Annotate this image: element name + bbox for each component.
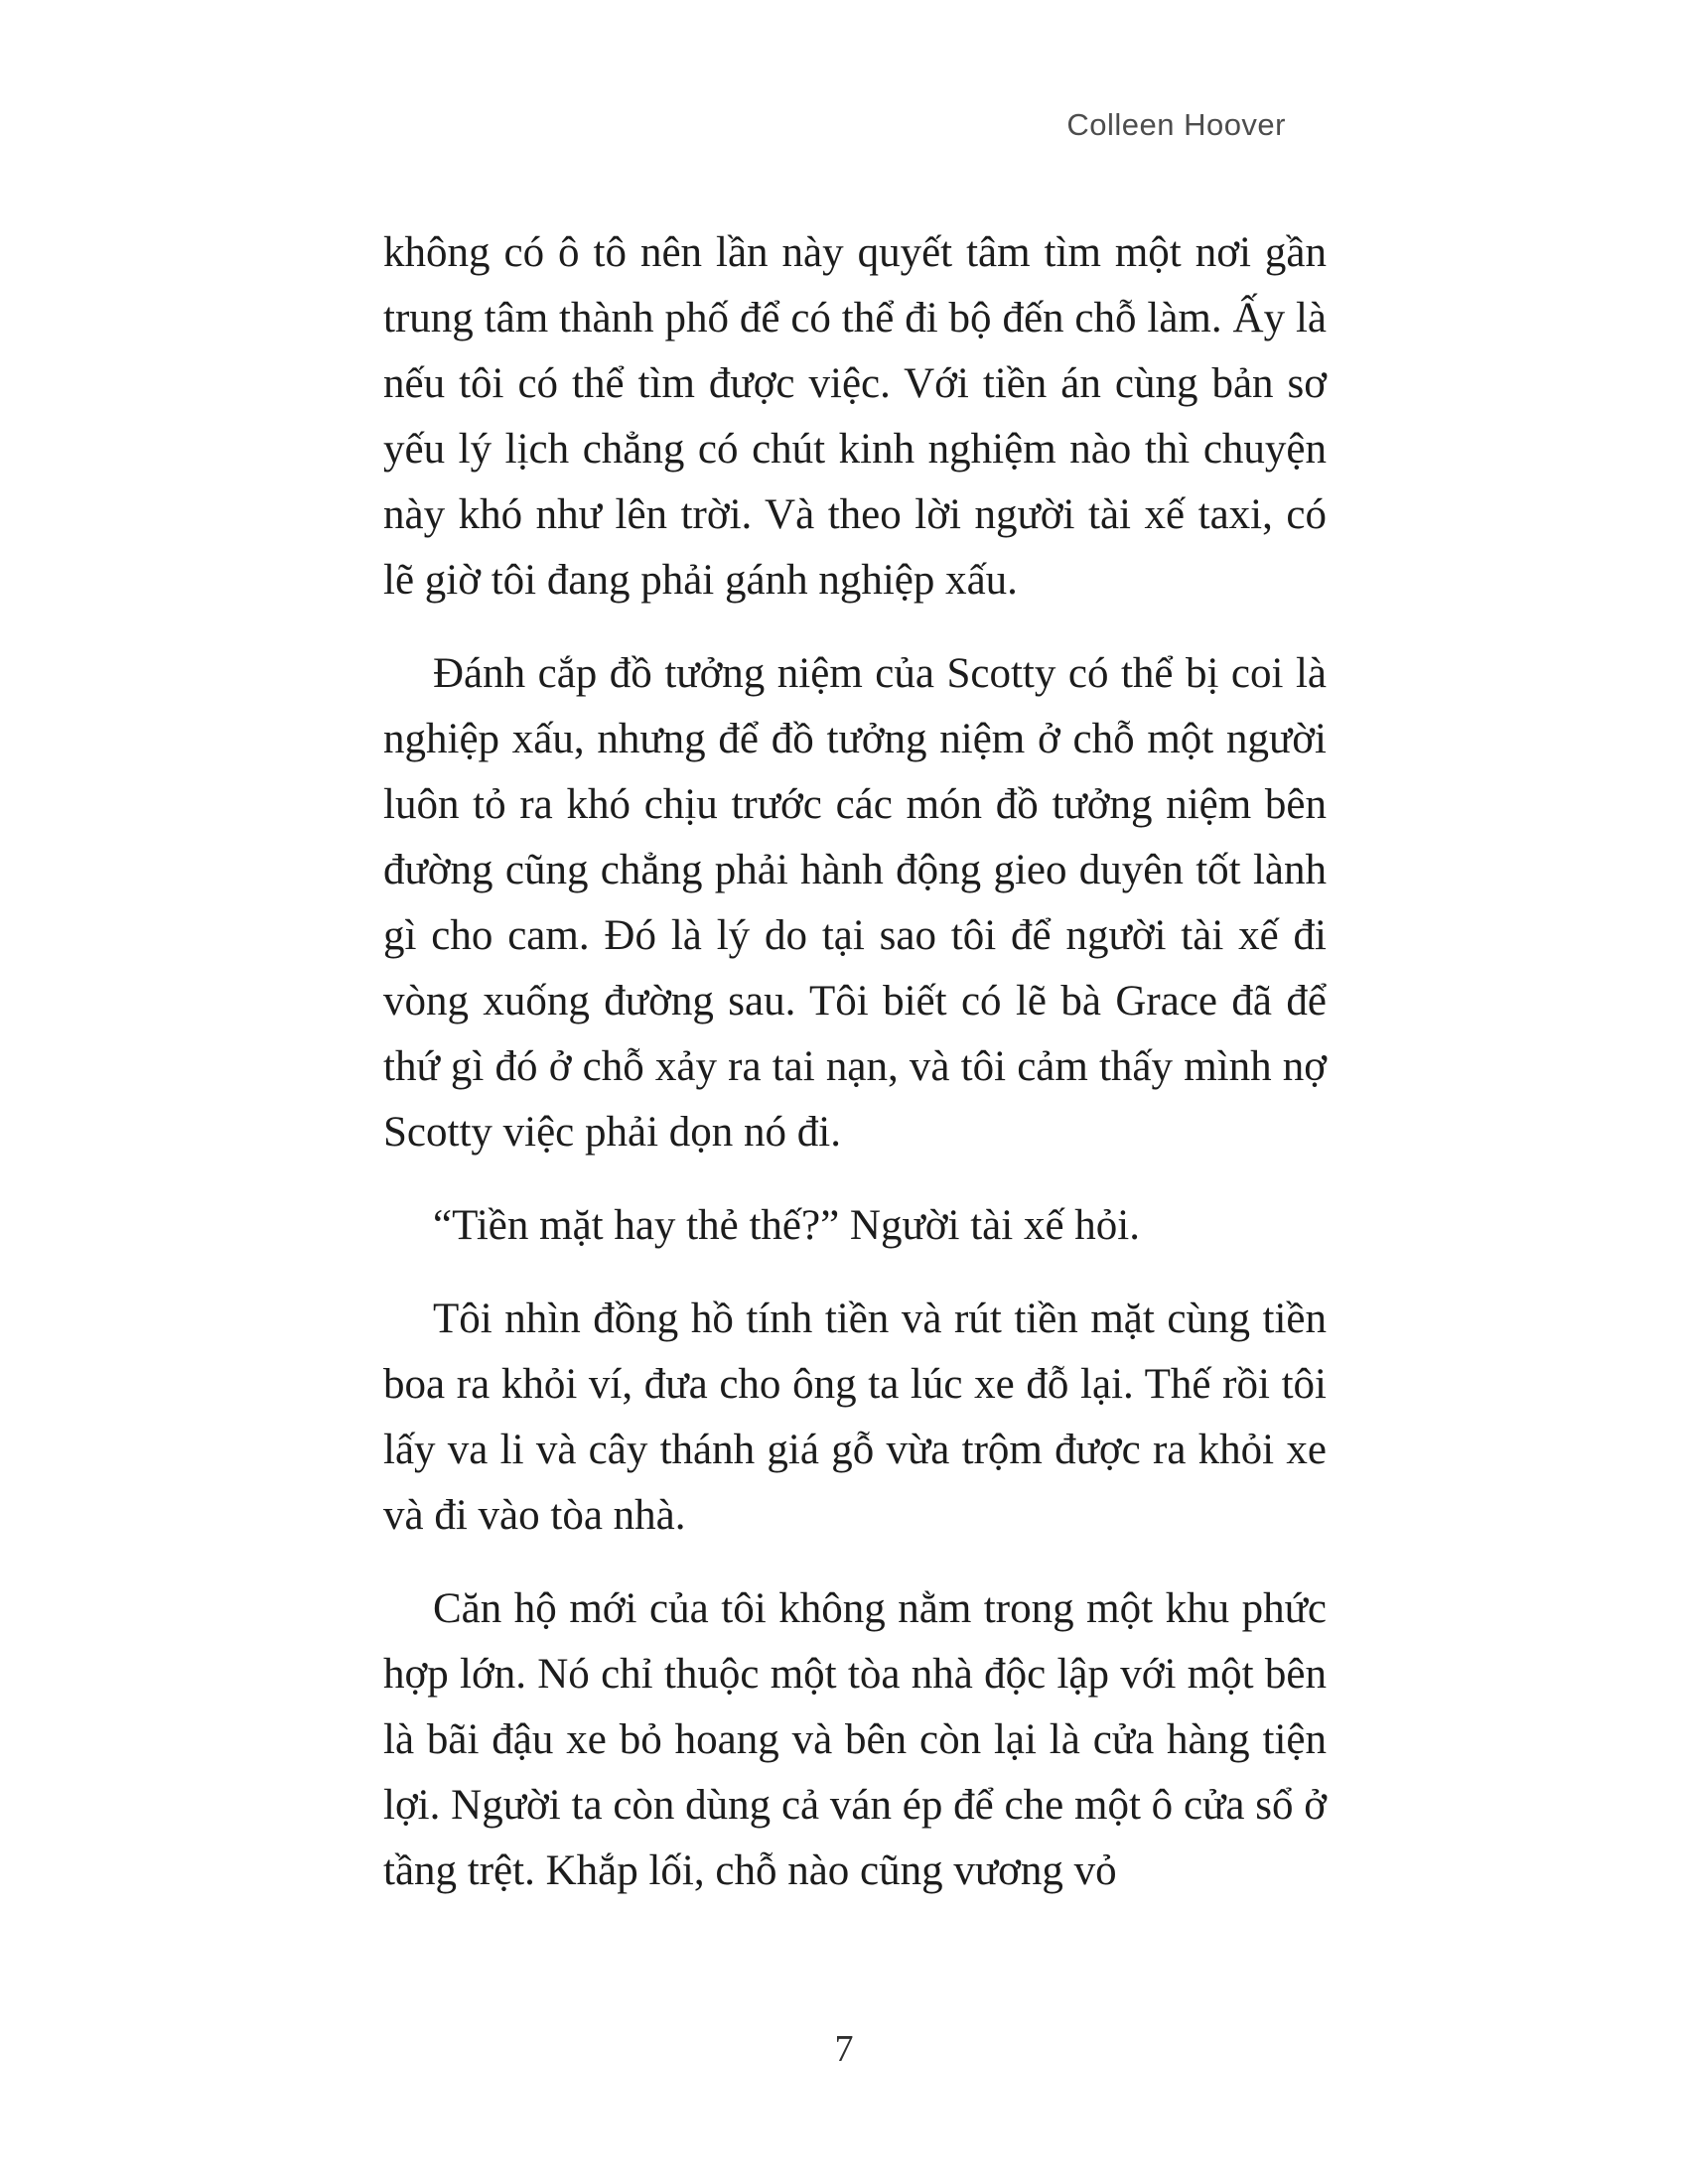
running-header-author: Colleen Hoover [1066,107,1286,142]
body-paragraph: Căn hộ mới của tôi không nằm trong một khu phức hợp lớn. Nó chỉ thuộc một tòa nhà độc lập với một bên là bãi đậu xe bỏ hoang và bên còn lại là cửa hàng tiện lợi. Người ta còn dùng cả ván ép để che một ô cửa sổ ở tầng trệt. Khắp lối, chỗ nào cũng vương vỏ [383,1585,1327,1894]
body-paragraph: không có ô tô nên lần này quyết tâm tìm một nơi gần trung tâm thành phố để có thể đi bộ đến chỗ làm. Ấy là nếu tôi có thể tìm được việc. Với tiền án cùng bản sơ yếu lý lịch chẳng có chút kinh nghiệm nào thì chuyện này khó như lên trời. Và theo lời người tài xế taxi, có lẽ giờ tôi đang phải gánh nghiệp xấu. [383,229,1327,604]
page-body-text [383,220,1327,1932]
body-paragraph: “Tiền mặt hay thẻ thế?” Người tài xế hỏi. [433,1202,1140,1249]
body-paragraph: Tôi nhìn đồng hồ tính tiền và rút tiền mặt cùng tiền boa ra khỏi ví, đưa cho ông ta lúc xe đỗ lại. Thế rồi tôi lấy va li và cây thánh giá gỗ vừa trộm được ra khỏi xe và đi vào tòa nhà. [383,1296,1327,1539]
body-paragraph: Đánh cắp đồ tưởng niệm của Scotty có thể bị coi là nghiệp xấu, nhưng để đồ tưởng niệm ở chỗ một người luôn tỏ ra khó chịu trước các món đồ tưởng niệm bên đường cũng chẳng phải hành động gieo duyên tốt lành gì cho cam. Đó là lý do tại sao tôi để người tài xế đi vòng xuống đường sau. Tôi biết có lẽ bà Grace đã để thứ gì đó ở chỗ xảy ra tai nạn, và tôi cảm thấy mình nợ Scotty việc phải dọn nó đi. [383,650,1327,1156]
page-number: 7 [834,2028,854,2070]
